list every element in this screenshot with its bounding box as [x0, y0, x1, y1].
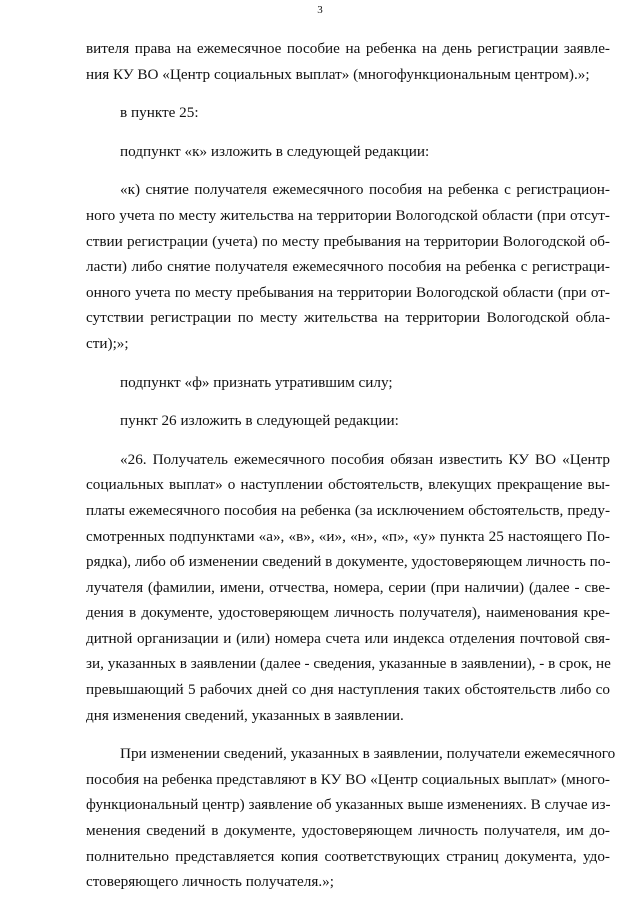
- paragraph-gap: [86, 434, 610, 447]
- paragraph: [86, 100, 610, 126]
- text-line: вителя права на ежемесячное пособие на ребенка на день регистрации заявле-: [86, 40, 610, 57]
- text-line: ния КУ ВО «Центр социальных выплат» (многофункциональным центром).»;: [86, 65, 590, 83]
- paragraph: [86, 741, 616, 895]
- paragraph: [86, 447, 610, 729]
- text-line: сутствии регистрации по месту жительства на территории Вологодской обла-: [86, 309, 610, 327]
- text-line: менения сведений в документе, удостоверяющем личность получателя, им до-: [86, 822, 610, 840]
- text-line: пособия на ребенка представляют в КУ ВО «Центр социальных выплат» (много-: [86, 770, 610, 788]
- paragraph: [86, 370, 610, 396]
- page-number: 3: [317, 4, 323, 16]
- paragraph-gap: [86, 728, 610, 741]
- paragraph: [86, 139, 610, 165]
- text-line: ласти) либо снятие получателя ежемесячного пособия на ребенка с регистраци-: [86, 258, 610, 276]
- paragraph-gap: [86, 126, 610, 139]
- paragraph-gap: [86, 395, 610, 408]
- document-body: [86, 36, 616, 895]
- text-line: функциональный центр) заявление об указанных выше изменениях. В случае из-: [86, 796, 611, 814]
- paragraph: [86, 408, 610, 434]
- text-line: зи, указанных в заявлении (далее - сведения, указанные в заявлении), - в срок, не: [86, 655, 611, 673]
- text-line: подпункт «ф» признать утратившим силу;: [120, 373, 393, 391]
- paragraph-gap: [86, 164, 610, 177]
- text-line: «к) снятие получателя ежемесячного пособия на ребенка с регистрацион-: [120, 181, 610, 199]
- text-line: стоверяющего личность получателя.»;: [86, 873, 334, 891]
- text-line: лучателя (фамилии, имени, отчества, номера, серии (при наличии) (далее - све-: [86, 578, 610, 596]
- text-line: в пункте 25:: [120, 104, 199, 122]
- paragraph: [86, 36, 610, 87]
- text-line: онного учета по месту пребывания на территории Вологодской области (при от-: [86, 283, 610, 301]
- text-line: сти);»;: [86, 334, 129, 352]
- text-line: дня изменения сведений, указанных в заявлении.: [86, 706, 404, 724]
- paragraph-gap: [86, 87, 610, 100]
- text-line: полнительно представляется копия соответствующих страниц документа, удо-: [86, 847, 610, 865]
- text-line: пункт 26 изложить в следующей редакции:: [120, 412, 399, 430]
- text-line: превышающий 5 рабочих дней со дня наступления таких обстоятельств либо со: [86, 681, 610, 699]
- text-line: ного учета по месту жительства на территории Вологодской области (при отсут-: [86, 206, 610, 224]
- text-line: ствии регистрации (учета) по месту пребывания на территории Вологодской об-: [86, 232, 610, 250]
- text-line: смотренных подпунктами «а», «в», «и», «н», «п», «у» пункта 25 настоящего По-: [86, 527, 610, 545]
- text-line: дитной организации и (или) номера счета или индекса отделения почтовой свя-: [86, 629, 610, 647]
- paragraph-gap: [86, 357, 610, 370]
- text-line: подпункт «к» изложить в следующей редакции:: [120, 142, 430, 160]
- text-line: «26. Получатель ежемесячного пособия обязан известить КУ ВО «Центр: [120, 450, 610, 468]
- text-line: социальных выплат» о наступлении обстоятельств, влекущих прекращение вы-: [86, 476, 610, 494]
- text-line: платы ежемесячного пособия на ребенка (за исключением обстоятельств, преду-: [86, 501, 610, 519]
- text-line: рядка), либо об изменении сведений в документе, удостоверяющем личность по-: [86, 553, 611, 571]
- paragraph: [86, 177, 610, 356]
- text-line: дения в документе, удостоверяющем личность получателя), наименования кре-: [86, 604, 610, 622]
- text-line: При изменении сведений, указанных в заявлении, получатели ежемесячного: [120, 745, 616, 763]
